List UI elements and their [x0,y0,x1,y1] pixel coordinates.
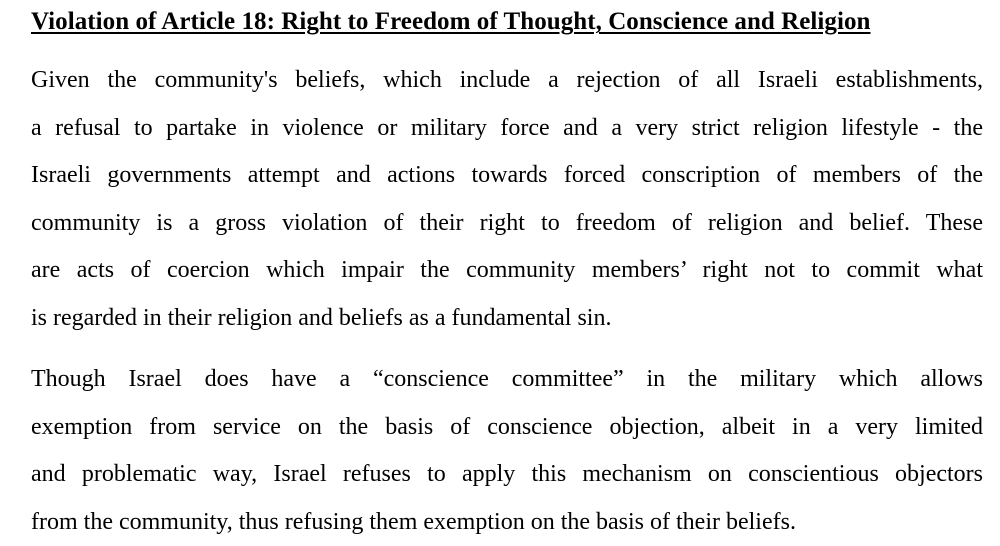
paragraph-line: from the community, thus refusing them exemption on the basis of their beliefs. [31,499,983,546]
paragraph-line: is regarded in their religion and beliefs as a fundamental sin. [31,295,983,343]
paragraph-line: are acts of coercion which impair the community members’ right not to commit what [31,247,983,295]
paragraph-line: Though Israel does have a “conscience committee” in the military which allows [31,356,983,404]
paragraph-line: Given the community's beliefs, which include a rejection of all Israeli establishments, [31,57,983,105]
paragraph-line: exemption from service on the basis of conscience objection, albeit in a very limited [31,404,983,452]
paragraph-line: and problematic way, Israel refuses to apply this mechanism on conscientious objectors [31,451,983,499]
paragraph-line: community is a gross violation of their right to freedom of religion and belief. These [31,200,983,248]
section-heading: Violation of Article 18: Right to Freedom of Thought, Conscience and Religion [31,6,870,38]
paragraph-line: a refusal to partake in violence or military force and a very strict religion lifestyle - the [31,105,983,153]
paragraph-2 [31,356,983,546]
paragraph-1 [31,57,983,342]
paragraph-line: Israeli governments attempt and actions towards forced conscription of members of the [31,152,983,200]
